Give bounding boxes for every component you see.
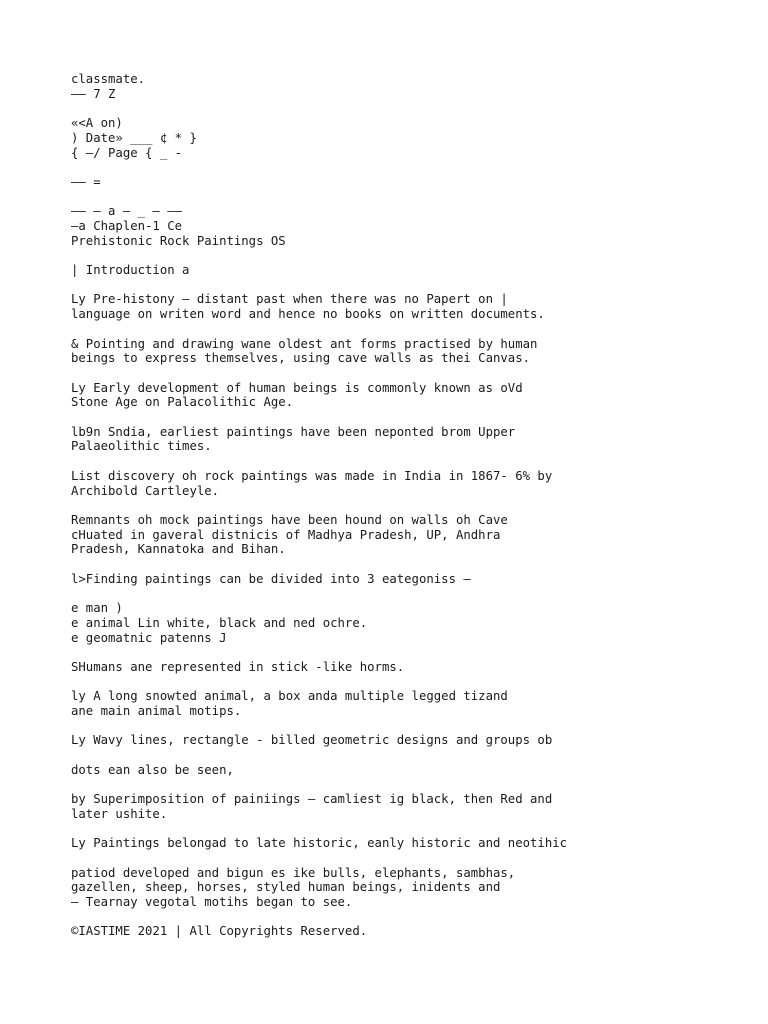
text-block bbox=[71, 204, 751, 248]
text-line: { —/ Page { _ - bbox=[71, 145, 183, 160]
text-line: —— — a — _ — —— bbox=[71, 204, 183, 219]
text-line: lb9n Sndia, earliest paintings have been neponted brom Upper bbox=[71, 424, 516, 439]
text-block bbox=[71, 337, 751, 366]
text-line: classmate. bbox=[71, 72, 146, 86]
text-line: by Superimposition of painiings — camliest ig black, then Red and bbox=[71, 792, 553, 807]
text-line: Ly Paintings belongad to late historic, eanly historic and neotihic bbox=[71, 836, 568, 851]
text-block bbox=[71, 924, 751, 939]
text-line: —— = bbox=[71, 174, 101, 189]
text-block bbox=[71, 689, 751, 718]
text-block bbox=[71, 469, 751, 498]
document-page bbox=[71, 72, 751, 954]
text-line: — Tearnay vegotal motihs began to see. bbox=[71, 895, 353, 910]
text-line: | Introduction a bbox=[71, 263, 190, 278]
text-line: Archibold Cartleyle. bbox=[71, 483, 220, 498]
text-block bbox=[71, 733, 751, 748]
text-line: Stone Age on Palacolithic Age. bbox=[71, 395, 294, 410]
text-block bbox=[71, 292, 751, 321]
text-block bbox=[71, 263, 751, 278]
text-line: patiod developed and bigun es ike bulls, elephants, sambhas, bbox=[71, 865, 516, 880]
text-line: Ly Pre-histony — distant past when there was no Papert on | bbox=[71, 292, 508, 307]
text-line: e animal Lin white, black and ned ochre. bbox=[71, 615, 368, 630]
text-block bbox=[71, 836, 751, 851]
text-block bbox=[71, 792, 751, 821]
text-line: ©IASTIME 2021 | All Copyrights Reserved. bbox=[71, 924, 368, 939]
text-block bbox=[71, 601, 751, 645]
text-line: Ly Early development of human beings is commonly known as oVd bbox=[71, 380, 523, 395]
text-line: cHuated in gaveral distnicis of Madhya Pradesh, UP, Andhra bbox=[71, 527, 501, 542]
text-block bbox=[71, 866, 751, 910]
text-line: beings to express themselves, using cave walls as thei Canvas. bbox=[71, 351, 531, 366]
text-line: e man ) bbox=[71, 601, 123, 616]
text-line: & Pointing and drawing wane oldest ant forms practised by human bbox=[71, 336, 538, 351]
text-line: dots ean also be seen, bbox=[71, 762, 234, 777]
text-line: List discovery oh rock paintings was made in India in 1867- 6% by bbox=[71, 468, 553, 483]
text-line: Palaeolithic times. bbox=[71, 439, 212, 454]
text-block bbox=[71, 425, 751, 454]
text-line: Pradesh, Kannatoka and Bihan. bbox=[71, 542, 286, 557]
text-line: later ushite. bbox=[71, 806, 168, 821]
text-line: —a Chaplen-1 Ce bbox=[71, 218, 183, 233]
text-block bbox=[71, 513, 751, 557]
text-line: ) Date» ___ ¢ * } bbox=[71, 130, 197, 145]
text-block bbox=[71, 175, 751, 190]
text-line: language on writen word and hence no books on written documents. bbox=[71, 307, 545, 322]
text-block bbox=[71, 116, 751, 160]
text-line: ane main animal motips. bbox=[71, 704, 242, 719]
text-line: l>Finding paintings can be divided into 3 eategoniss — bbox=[71, 571, 471, 586]
text-block bbox=[71, 572, 751, 587]
text-line: —— 7 Z bbox=[71, 86, 116, 101]
text-block bbox=[71, 660, 751, 675]
text-line: ly A long snowted animal, a box anda multiple legged tizand bbox=[71, 689, 508, 704]
text-line: e geomatnic patenns J bbox=[71, 630, 227, 645]
text-block bbox=[71, 381, 751, 410]
text-line: Prehistonic Rock Paintings OS bbox=[71, 233, 286, 248]
text-line: gazellen, sheep, horses, styled human beings, inidents and bbox=[71, 880, 501, 895]
text-line: Remnants oh mock paintings have been hound on walls oh Cave bbox=[71, 512, 508, 527]
text-line: Ly Wavy lines, rectangle - billed geometric designs and groups ob bbox=[71, 733, 553, 748]
text-line: SHumans ane represented in stick -like horms. bbox=[71, 659, 405, 674]
text-line: «<A on) bbox=[71, 116, 123, 131]
text-block bbox=[71, 763, 751, 778]
text-block bbox=[71, 72, 751, 101]
